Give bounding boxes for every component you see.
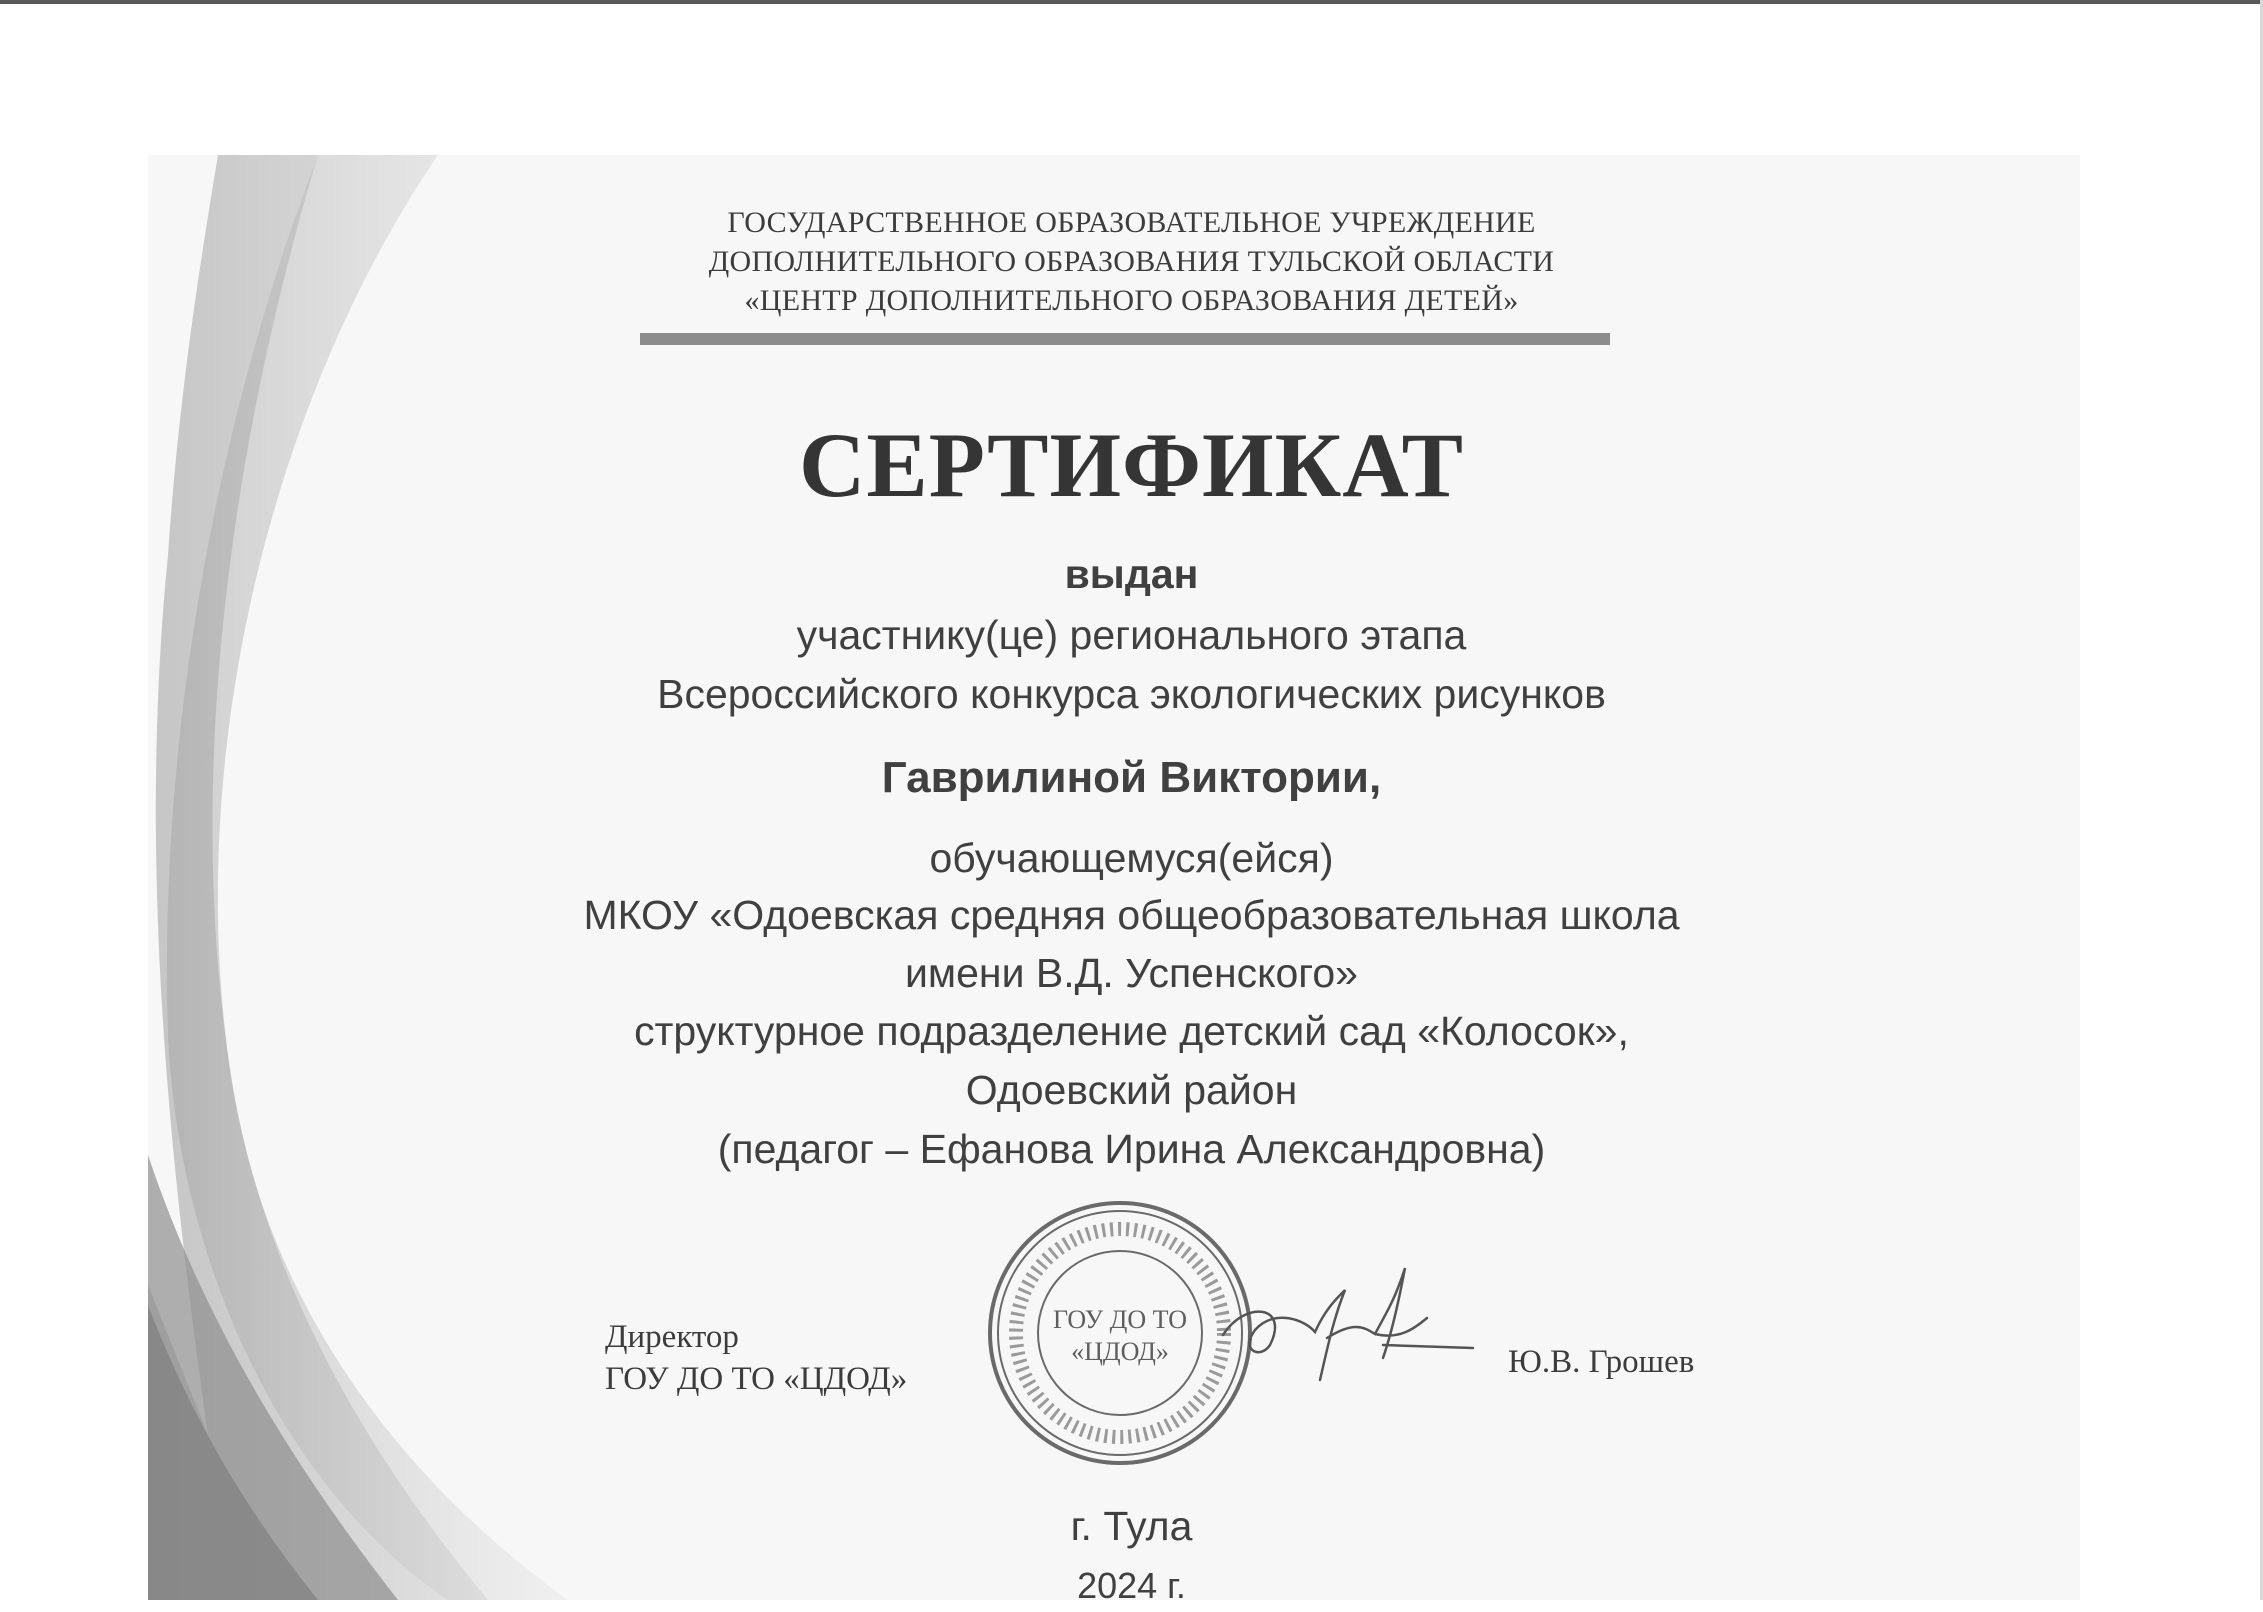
header-line-1: ГОСУДАРСТВЕННОЕ ОБРАЗОВАТЕЛЬНОЕ УЧРЕЖДЕНИЕ — [727, 206, 1536, 239]
recipient-name: Гаврилиной Виктории, — [881, 753, 1382, 802]
year: 2024 г. — [1077, 1565, 1186, 1606]
header-divider — [640, 333, 1610, 345]
svg-text:ГОУ ДО ТО: ГОУ ДО ТО — [1053, 1305, 1187, 1334]
certificate-title: СЕРТИФИКАТ — [798, 414, 1465, 516]
header-line-3: «ЦЕНТР ДОПОЛНИТЕЛЬНОГО ОБРАЗОВАНИЯ ДЕТЕЙ» — [744, 284, 1519, 317]
event-line-2: Всероссийского конкурса экологических рисунков — [657, 671, 1606, 717]
scan-edge-top — [0, 0, 2263, 4]
detail-line-1: обучающемуся(ейся) — [929, 835, 1334, 881]
handwritten-signature — [1215, 1260, 1475, 1390]
detail-line-4: структурное подразделение детский сад «Колосок», — [634, 1008, 1629, 1054]
detail-line-5: Одоевский район — [965, 1067, 1298, 1113]
issued-label: выдан — [1064, 551, 1199, 597]
signatory-organization: ГОУ ДО ТО «ЦДОД» — [605, 1361, 908, 1397]
detail-line-6: (педагог – Ефанова Ирина Александровна) — [717, 1126, 1546, 1172]
signatory-position: Директор — [605, 1319, 739, 1355]
city: г. Тула — [1070, 1503, 1193, 1549]
event-line-1: участнику(це) регионального этапа — [796, 612, 1467, 658]
issuing-organization — [0, 203, 2263, 320]
header-line-2: ДОПОЛНИТЕЛЬНОГО ОБРАЗОВАНИЯ ТУЛЬСКОЙ ОБЛАСТИ — [708, 245, 1555, 278]
svg-text:«ЦДОД»: «ЦДОД» — [1071, 1337, 1169, 1366]
detail-line-3: имени В.Д. Успенского» — [905, 950, 1358, 996]
signatory-name: Ю.В. Грошев — [1508, 1344, 1695, 1380]
detail-line-2: МКОУ «Одоевская средняя общеобразовательная школа — [583, 892, 1680, 938]
